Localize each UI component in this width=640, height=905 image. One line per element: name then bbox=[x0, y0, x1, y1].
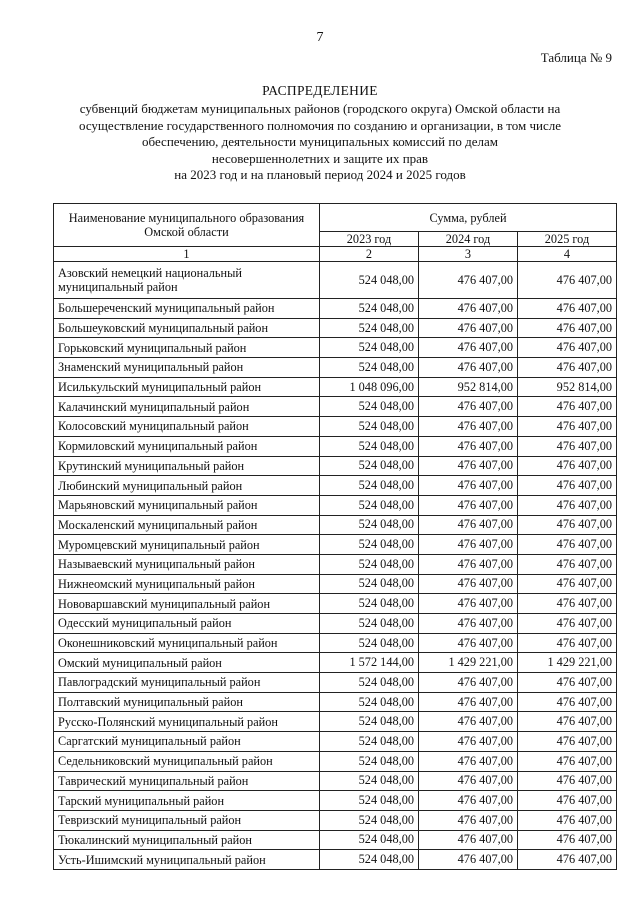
amount-2023: 524 048,00 bbox=[320, 515, 419, 535]
column-index: 2 bbox=[320, 247, 419, 262]
table-row bbox=[54, 397, 617, 417]
heading-line: на 2023 год и на плановый период 2024 и 2025 годов bbox=[174, 167, 466, 182]
amount-2025: 476 407,00 bbox=[518, 692, 617, 712]
table-row bbox=[54, 751, 617, 771]
amount-2025: 476 407,00 bbox=[518, 751, 617, 771]
amount-2025: 476 407,00 bbox=[518, 515, 617, 535]
table-row bbox=[54, 810, 617, 830]
document-heading bbox=[0, 83, 640, 184]
table-row bbox=[54, 574, 617, 594]
amount-2025: 952 814,00 bbox=[518, 377, 617, 397]
table-row bbox=[54, 653, 617, 673]
table-label: Таблица № 9 bbox=[540, 50, 612, 65]
amount-2023: 524 048,00 bbox=[320, 436, 419, 456]
municipality-name: Тюкалинский муниципальный район bbox=[54, 830, 320, 850]
amount-2024: 476 407,00 bbox=[419, 791, 518, 811]
municipality-name: Исилькульский муниципальный район bbox=[54, 377, 320, 397]
table-row bbox=[54, 732, 617, 752]
amount-2024: 476 407,00 bbox=[419, 751, 518, 771]
heading-line: обеспечению, деятельности муниципальных комиссий по делам bbox=[142, 134, 498, 149]
heading-line: несовершеннолетних и защите их прав bbox=[211, 150, 429, 166]
amount-2024: 476 407,00 bbox=[419, 397, 518, 417]
amount-2023: 524 048,00 bbox=[320, 732, 419, 752]
table-row bbox=[54, 338, 617, 358]
amount-2024: 476 407,00 bbox=[419, 318, 518, 338]
municipality-name: Оконешниковский муниципальный район bbox=[54, 633, 320, 653]
amount-2024: 476 407,00 bbox=[419, 830, 518, 850]
amount-2023: 524 048,00 bbox=[320, 417, 419, 437]
table-row bbox=[54, 692, 617, 712]
municipality-name: Тевризский муниципальный район bbox=[54, 810, 320, 830]
amount-2023: 524 048,00 bbox=[320, 830, 419, 850]
amount-2024: 476 407,00 bbox=[419, 338, 518, 358]
municipality-name: Называевский муниципальный район bbox=[54, 554, 320, 574]
amount-2023: 524 048,00 bbox=[320, 476, 419, 496]
amount-2023: 524 048,00 bbox=[320, 456, 419, 476]
amount-2025: 476 407,00 bbox=[518, 417, 617, 437]
table-row bbox=[54, 318, 617, 338]
municipality-name: Таврический муниципальный район bbox=[54, 771, 320, 791]
heading-line: субвенций бюджетам муниципальных районов (городского округа) Омской области на bbox=[79, 101, 561, 116]
amount-2025: 476 407,00 bbox=[518, 318, 617, 338]
table-row bbox=[54, 417, 617, 437]
amount-2025: 476 407,00 bbox=[518, 614, 617, 634]
amount-2025: 476 407,00 bbox=[518, 338, 617, 358]
amount-2025: 476 407,00 bbox=[518, 358, 617, 378]
amount-2024: 476 407,00 bbox=[419, 299, 518, 319]
column-index: 3 bbox=[419, 247, 518, 262]
amount-2024: 476 407,00 bbox=[419, 574, 518, 594]
amount-2023: 524 048,00 bbox=[320, 692, 419, 712]
distribution-table bbox=[53, 203, 617, 870]
amount-2025: 476 407,00 bbox=[518, 732, 617, 752]
municipality-name: Большеуковский муниципальный район bbox=[54, 318, 320, 338]
amount-2023: 524 048,00 bbox=[320, 633, 419, 653]
table-row bbox=[54, 358, 617, 378]
table-row bbox=[54, 850, 617, 870]
municipality-name: Тарский муниципальный район bbox=[54, 791, 320, 811]
amount-2024: 476 407,00 bbox=[419, 771, 518, 791]
header-municipality: Наименование муниципального образования Омской области bbox=[54, 204, 320, 247]
municipality-name: Нижнеомский муниципальный район bbox=[54, 574, 320, 594]
municipality-name: Усть-Ишимский муниципальный район bbox=[54, 850, 320, 870]
table-row bbox=[54, 633, 617, 653]
amount-2025: 476 407,00 bbox=[518, 397, 617, 417]
amount-2023: 524 048,00 bbox=[320, 554, 419, 574]
amount-2023: 524 048,00 bbox=[320, 358, 419, 378]
amount-2024: 476 407,00 bbox=[419, 810, 518, 830]
amount-2024: 476 407,00 bbox=[419, 850, 518, 870]
municipality-name: Крутинский муниципальный район bbox=[54, 456, 320, 476]
municipality-name: Муромцевский муниципальный район bbox=[54, 535, 320, 555]
amount-2024: 476 407,00 bbox=[419, 614, 518, 634]
header-year-2023: 2023 год bbox=[320, 232, 419, 247]
amount-2024: 476 407,00 bbox=[419, 535, 518, 555]
municipality-name: Азовский немецкий национальный муниципальный район bbox=[54, 262, 320, 299]
amount-2023: 524 048,00 bbox=[320, 594, 419, 614]
municipality-name: Нововаршавский муниципальный район bbox=[54, 594, 320, 614]
table-row bbox=[54, 262, 617, 299]
amount-2023: 524 048,00 bbox=[320, 712, 419, 732]
municipality-name: Омский муниципальный район bbox=[54, 653, 320, 673]
amount-2024: 476 407,00 bbox=[419, 633, 518, 653]
amount-2024: 476 407,00 bbox=[419, 712, 518, 732]
amount-2025: 476 407,00 bbox=[518, 830, 617, 850]
amount-2025: 476 407,00 bbox=[518, 791, 617, 811]
amount-2024: 476 407,00 bbox=[419, 692, 518, 712]
table-row bbox=[54, 830, 617, 850]
amount-2025: 476 407,00 bbox=[518, 299, 617, 319]
amount-2023: 524 048,00 bbox=[320, 771, 419, 791]
header-year-2024: 2024 год bbox=[419, 232, 518, 247]
table-row bbox=[54, 673, 617, 693]
table-row bbox=[54, 614, 617, 634]
amount-2025: 476 407,00 bbox=[518, 554, 617, 574]
municipality-name: Знаменский муниципальный район bbox=[54, 358, 320, 378]
table-row bbox=[54, 535, 617, 555]
table-row bbox=[54, 712, 617, 732]
table-row bbox=[54, 377, 617, 397]
amount-2024: 476 407,00 bbox=[419, 358, 518, 378]
municipality-name: Калачинский муниципальный район bbox=[54, 397, 320, 417]
amount-2025: 476 407,00 bbox=[518, 633, 617, 653]
amount-2024: 476 407,00 bbox=[419, 732, 518, 752]
table-row bbox=[54, 436, 617, 456]
amount-2025: 1 429 221,00 bbox=[518, 653, 617, 673]
amount-2025: 476 407,00 bbox=[518, 810, 617, 830]
amount-2024: 476 407,00 bbox=[419, 594, 518, 614]
amount-2023: 524 048,00 bbox=[320, 397, 419, 417]
amount-2023: 1 572 144,00 bbox=[320, 653, 419, 673]
municipality-name: Кормиловский муниципальный район bbox=[54, 436, 320, 456]
header-year-2025: 2025 год bbox=[518, 232, 617, 247]
municipality-name: Горьковский муниципальный район bbox=[54, 338, 320, 358]
amount-2024: 476 407,00 bbox=[419, 456, 518, 476]
amount-2023: 524 048,00 bbox=[320, 318, 419, 338]
amount-2024: 476 407,00 bbox=[419, 515, 518, 535]
amount-2023: 524 048,00 bbox=[320, 751, 419, 771]
amount-2023: 524 048,00 bbox=[320, 673, 419, 693]
amount-2025: 476 407,00 bbox=[518, 476, 617, 496]
municipality-name: Полтавский муниципальный район bbox=[54, 692, 320, 712]
amount-2023: 1 048 096,00 bbox=[320, 377, 419, 397]
amount-2025: 476 407,00 bbox=[518, 771, 617, 791]
amount-2025: 476 407,00 bbox=[518, 262, 617, 299]
amount-2023: 524 048,00 bbox=[320, 791, 419, 811]
amount-2023: 524 048,00 bbox=[320, 574, 419, 594]
amount-2023: 524 048,00 bbox=[320, 299, 419, 319]
amount-2025: 476 407,00 bbox=[518, 673, 617, 693]
amount-2023: 524 048,00 bbox=[320, 810, 419, 830]
amount-2024: 476 407,00 bbox=[419, 436, 518, 456]
page-number: 7 bbox=[316, 30, 324, 45]
municipality-name: Павлоградский муниципальный район bbox=[54, 673, 320, 693]
amount-2024: 476 407,00 bbox=[419, 262, 518, 299]
column-index: 1 bbox=[54, 247, 320, 262]
table-row bbox=[54, 554, 617, 574]
amount-2025: 476 407,00 bbox=[518, 850, 617, 870]
amount-2025: 476 407,00 bbox=[518, 535, 617, 555]
amount-2023: 524 048,00 bbox=[320, 850, 419, 870]
amount-2024: 952 814,00 bbox=[419, 377, 518, 397]
amount-2024: 476 407,00 bbox=[419, 554, 518, 574]
table-body bbox=[54, 262, 617, 870]
table-row bbox=[54, 594, 617, 614]
table-row bbox=[54, 299, 617, 319]
amount-2024: 476 407,00 bbox=[419, 673, 518, 693]
heading-title: РАСПРЕДЕЛЕНИЕ bbox=[262, 83, 378, 98]
amount-2023: 524 048,00 bbox=[320, 614, 419, 634]
amount-2025: 476 407,00 bbox=[518, 436, 617, 456]
amount-2025: 476 407,00 bbox=[518, 574, 617, 594]
municipality-name: Русско-Полянский муниципальный район bbox=[54, 712, 320, 732]
municipality-name: Марьяновский муниципальный район bbox=[54, 495, 320, 515]
municipality-name: Большереченский муниципальный район bbox=[54, 299, 320, 319]
amount-2023: 524 048,00 bbox=[320, 338, 419, 358]
table-row bbox=[54, 476, 617, 496]
municipality-name: Саргатский муниципальный район bbox=[54, 732, 320, 752]
amount-2025: 476 407,00 bbox=[518, 712, 617, 732]
amount-2024: 476 407,00 bbox=[419, 495, 518, 515]
amount-2024: 476 407,00 bbox=[419, 417, 518, 437]
heading-line: осуществление государственного полномочия по созданию и организации, в том числе bbox=[79, 117, 561, 133]
amount-2023: 524 048,00 bbox=[320, 495, 419, 515]
amount-2025: 476 407,00 bbox=[518, 495, 617, 515]
column-index: 4 bbox=[518, 247, 617, 262]
municipality-name: Москаленский муниципальный район bbox=[54, 515, 320, 535]
table-row bbox=[54, 791, 617, 811]
municipality-name: Колосовский муниципальный район bbox=[54, 417, 320, 437]
municipality-name: Седельниковский муниципальный район bbox=[54, 751, 320, 771]
amount-2023: 524 048,00 bbox=[320, 262, 419, 299]
amount-2025: 476 407,00 bbox=[518, 456, 617, 476]
municipality-name: Любинский муниципальный район bbox=[54, 476, 320, 496]
amount-2024: 1 429 221,00 bbox=[419, 653, 518, 673]
table-row bbox=[54, 456, 617, 476]
header-sum: Сумма, рублей bbox=[320, 204, 617, 232]
amount-2023: 524 048,00 bbox=[320, 535, 419, 555]
table-row bbox=[54, 515, 617, 535]
amount-2024: 476 407,00 bbox=[419, 476, 518, 496]
table-row bbox=[54, 771, 617, 791]
municipality-name: Одесский муниципальный район bbox=[54, 614, 320, 634]
amount-2025: 476 407,00 bbox=[518, 594, 617, 614]
table-row bbox=[54, 495, 617, 515]
